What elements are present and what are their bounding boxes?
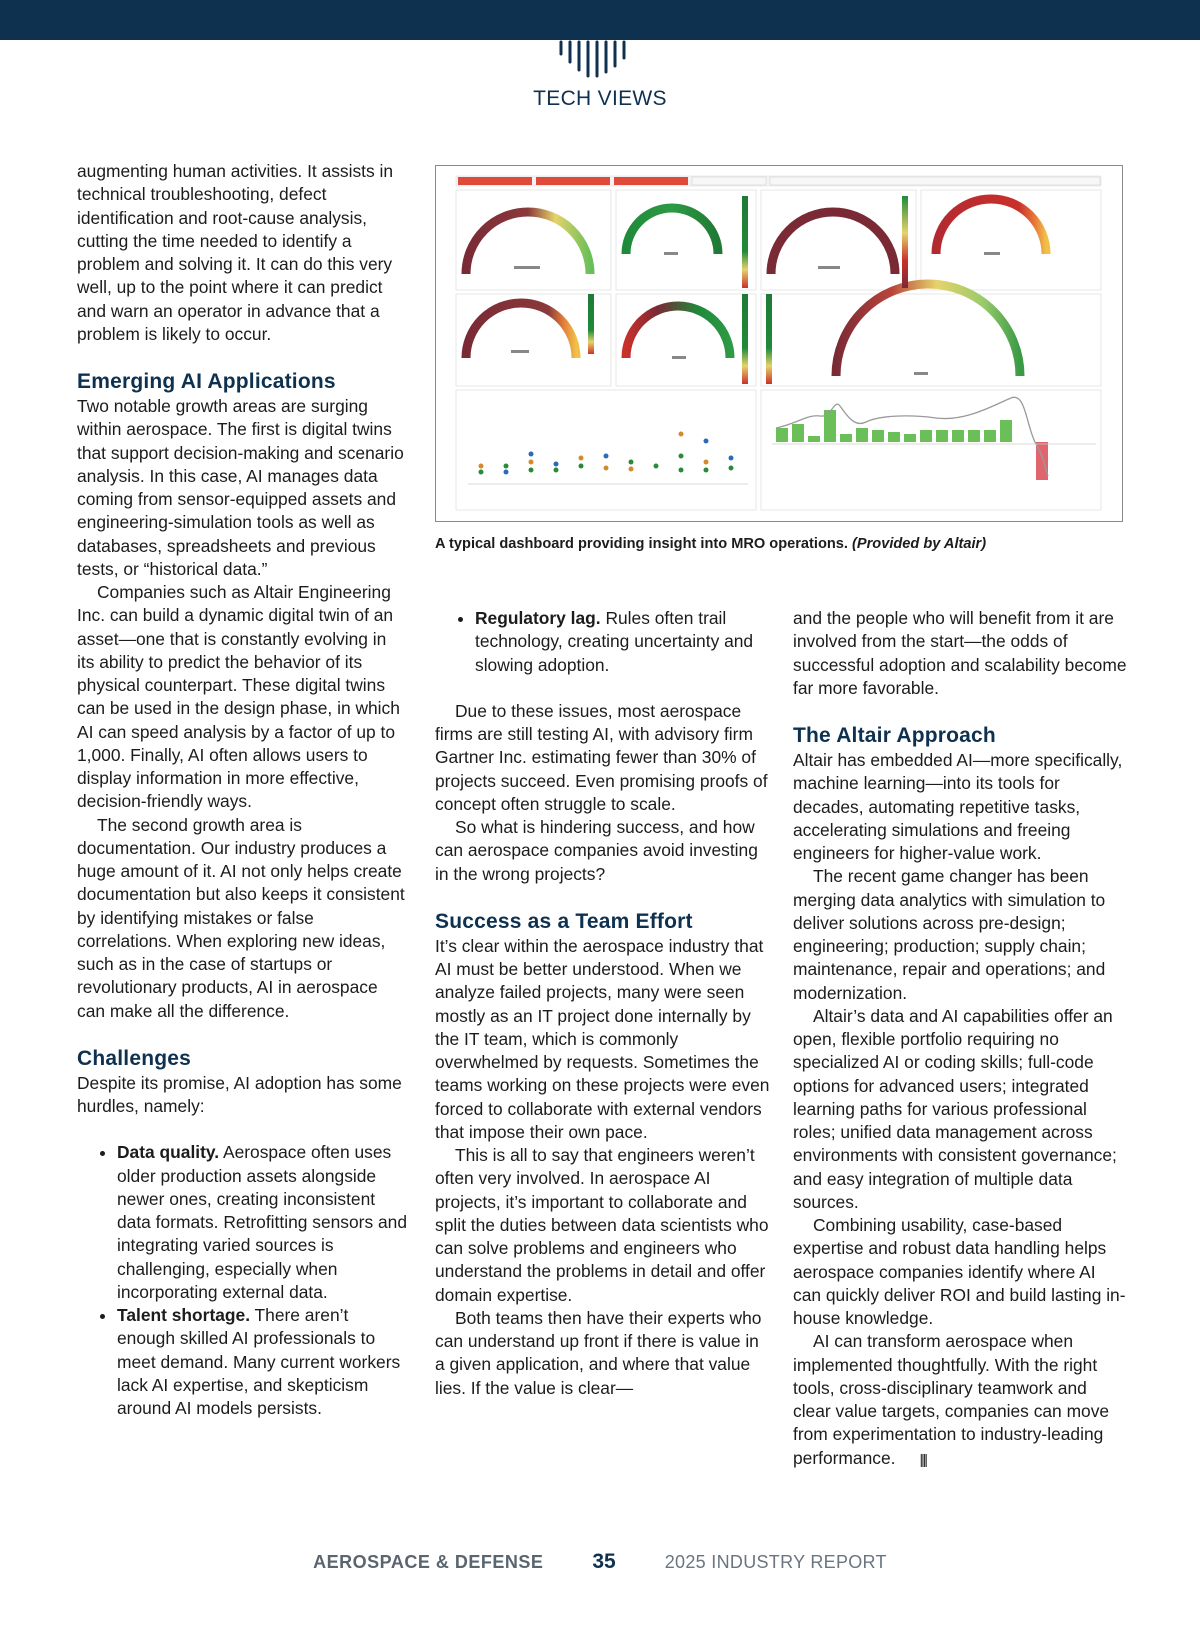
paragraph: So what is hindering success, and how can aerospace companies avoid investing in the wrong projects? bbox=[435, 817, 758, 884]
paragraph: Combining usability, case-based expertise and robust data handling helps aerospace companies identify where AI can quickly deliver ROI and build lasting in-house knowledge. bbox=[793, 1215, 1126, 1328]
figure-caption bbox=[435, 536, 1155, 552]
bullet-title: Data quality. bbox=[117, 1142, 220, 1163]
top-banner bbox=[0, 0, 1200, 40]
caption-credit: (Provided by Altair) bbox=[852, 536, 987, 552]
paragraph: It’s clear within the aerospace industry that AI must be better understood. When we analyze failed projects, many were seen mostly as an IT project done internally by the IT team, which is commonly overwhelmed by requests. Sometimes the teams working on these projects were even forced to collaborate with external vendors that impose their own pace. bbox=[435, 935, 770, 1142]
section-label: TECH VIEWS bbox=[533, 87, 667, 110]
end-mark-icon: |||| bbox=[919, 1450, 927, 1467]
list-item bbox=[475, 607, 770, 677]
article-column-1 bbox=[77, 160, 407, 1420]
challenges-list-continued bbox=[435, 607, 770, 677]
bullet-text: Rules often trail technology, creating uncertainty and slowing adoption. bbox=[475, 608, 754, 675]
paragraph: Both teams then have their experts who can understand up front if there is value in a given application, and where that value lies. If the value is clear— bbox=[435, 1307, 762, 1398]
page-number: 35 bbox=[592, 1550, 616, 1573]
challenges-list bbox=[77, 1141, 407, 1420]
paragraph: augmenting human activities. It assists in technical troubleshooting, defect identification and root-cause analysis, cutting the time needed to identify a problem and solving it. It can do this very well, up to the point where it can predict and warn an operator in advance that a problem is likely to occur. bbox=[77, 161, 394, 344]
heading-altair-approach: The Altair Approach bbox=[793, 724, 996, 747]
footer-report: 2025 INDUSTRY REPORT bbox=[664, 1552, 887, 1572]
list-item bbox=[117, 1141, 407, 1304]
paragraph: and the people who will benefit from it are involved from the start—the odds of successful adoption and scalability become far more favorable. bbox=[793, 608, 1127, 698]
heading-emerging-ai: Emerging AI Applications bbox=[77, 370, 336, 393]
bullet-title: Regulatory lag. bbox=[475, 608, 601, 628]
paragraph: This is all to say that engineers weren’t often very involved. In aerospace AI projects, it’s important to collaborate and split the duties between data scientists who can solve problems and engineers who understand the problems in detail and offer domain expertise. bbox=[435, 1145, 769, 1305]
bullet-text: There aren’t enough skilled AI professionals to meet demand. Many current workers lack AI expertise, and skepticism around AI models persists. bbox=[117, 1305, 401, 1418]
bullet-text: Aerospace often uses older production assets alongside newer ones, creating inconsistent data formats. Retrofitting sensors and integrating varied sources is challenging, especially when incorporating external data. bbox=[117, 1142, 407, 1302]
footer-publication: AEROSPACE & DEFENSE bbox=[313, 1552, 544, 1572]
paragraph: Due to these issues, most aerospace firms are still testing AI, with advisory firm Gartner Inc. estimating fewer than 30% of projects succeed. Even promising proofs of concept often struggle to scale. bbox=[435, 700, 768, 814]
bullet-title: Talent shortage. bbox=[117, 1305, 251, 1325]
article-column-3 bbox=[793, 607, 1128, 1471]
paragraph: Altair’s data and AI capabilities offer an open, flexible portfolio requiring no specialized AI or coding skills; full-code options for advanced users; integrated learning paths for various professional roles; unified data management across environments with consistent governance; and easy integration of multiple data sources. bbox=[793, 1005, 1117, 1212]
closing-text: AI can transform aerospace when implemented thoughtfully. With the right tools, cross-disciplinary teamwork and clear value targets, companies can move from experimentation to industry-leading performance. bbox=[793, 1331, 1110, 1468]
dashboard-figure bbox=[435, 165, 1123, 522]
paragraph: Despite its promise, AI adoption has some hurdles, namely: bbox=[77, 1072, 402, 1116]
section-logo-icon bbox=[549, 40, 650, 80]
heading-challenges: Challenges bbox=[77, 1046, 192, 1070]
article-column-2 bbox=[435, 607, 770, 1400]
heading-team-effort: Success as a Team Effort bbox=[435, 909, 693, 933]
paragraph: Companies such as Altair Engineering Inc. can build a dynamic digital twin of an asset—one that is constantly evolving in its ability to predict the behavior of its physical counterpart. These digital twins can be used in the design phase, in which AI can speed analysis by a factor of up to 1,000. Finally, AI often allows users to display information in more effective, decision-friendly ways. bbox=[77, 582, 400, 812]
paragraph bbox=[793, 1330, 1128, 1471]
caption-text: A typical dashboard providing insight into MRO operations. bbox=[435, 536, 848, 552]
paragraph: Altair has embedded AI—more specifically, machine learning—into its tools for decades, automating repetitive tasks, accelerating simulations and freeing engineers for higher-value work. bbox=[793, 750, 1123, 863]
page-footer bbox=[0, 1550, 1200, 1574]
paragraph: The recent game changer has been merging data analytics with simulation to deliver solutions across pre-design; engineering; production; supply chain; maintenance, repair and operations; and modernization. bbox=[793, 866, 1106, 1003]
list-item bbox=[117, 1304, 407, 1420]
paragraph: The second growth area is documentation. Our industry produces a huge amount of it. AI not only helps create documentation but also keeps it consistent by identifying mistakes or false correlations. When exploring new ideas, such as in the case of startups or revolutionary products, AI in aerospace can make all the difference. bbox=[77, 814, 405, 1021]
paragraph: Two notable growth areas are surging within aerospace. The first is digital twins that support decision-making and scenario analysis. In this case, AI manages data coming from sensor-equipped assets and engineering-simulation tools as well as databases, spreadsheets and previous tests, or “historical data.” bbox=[77, 396, 404, 579]
dashboard-illustration bbox=[436, 166, 1124, 523]
